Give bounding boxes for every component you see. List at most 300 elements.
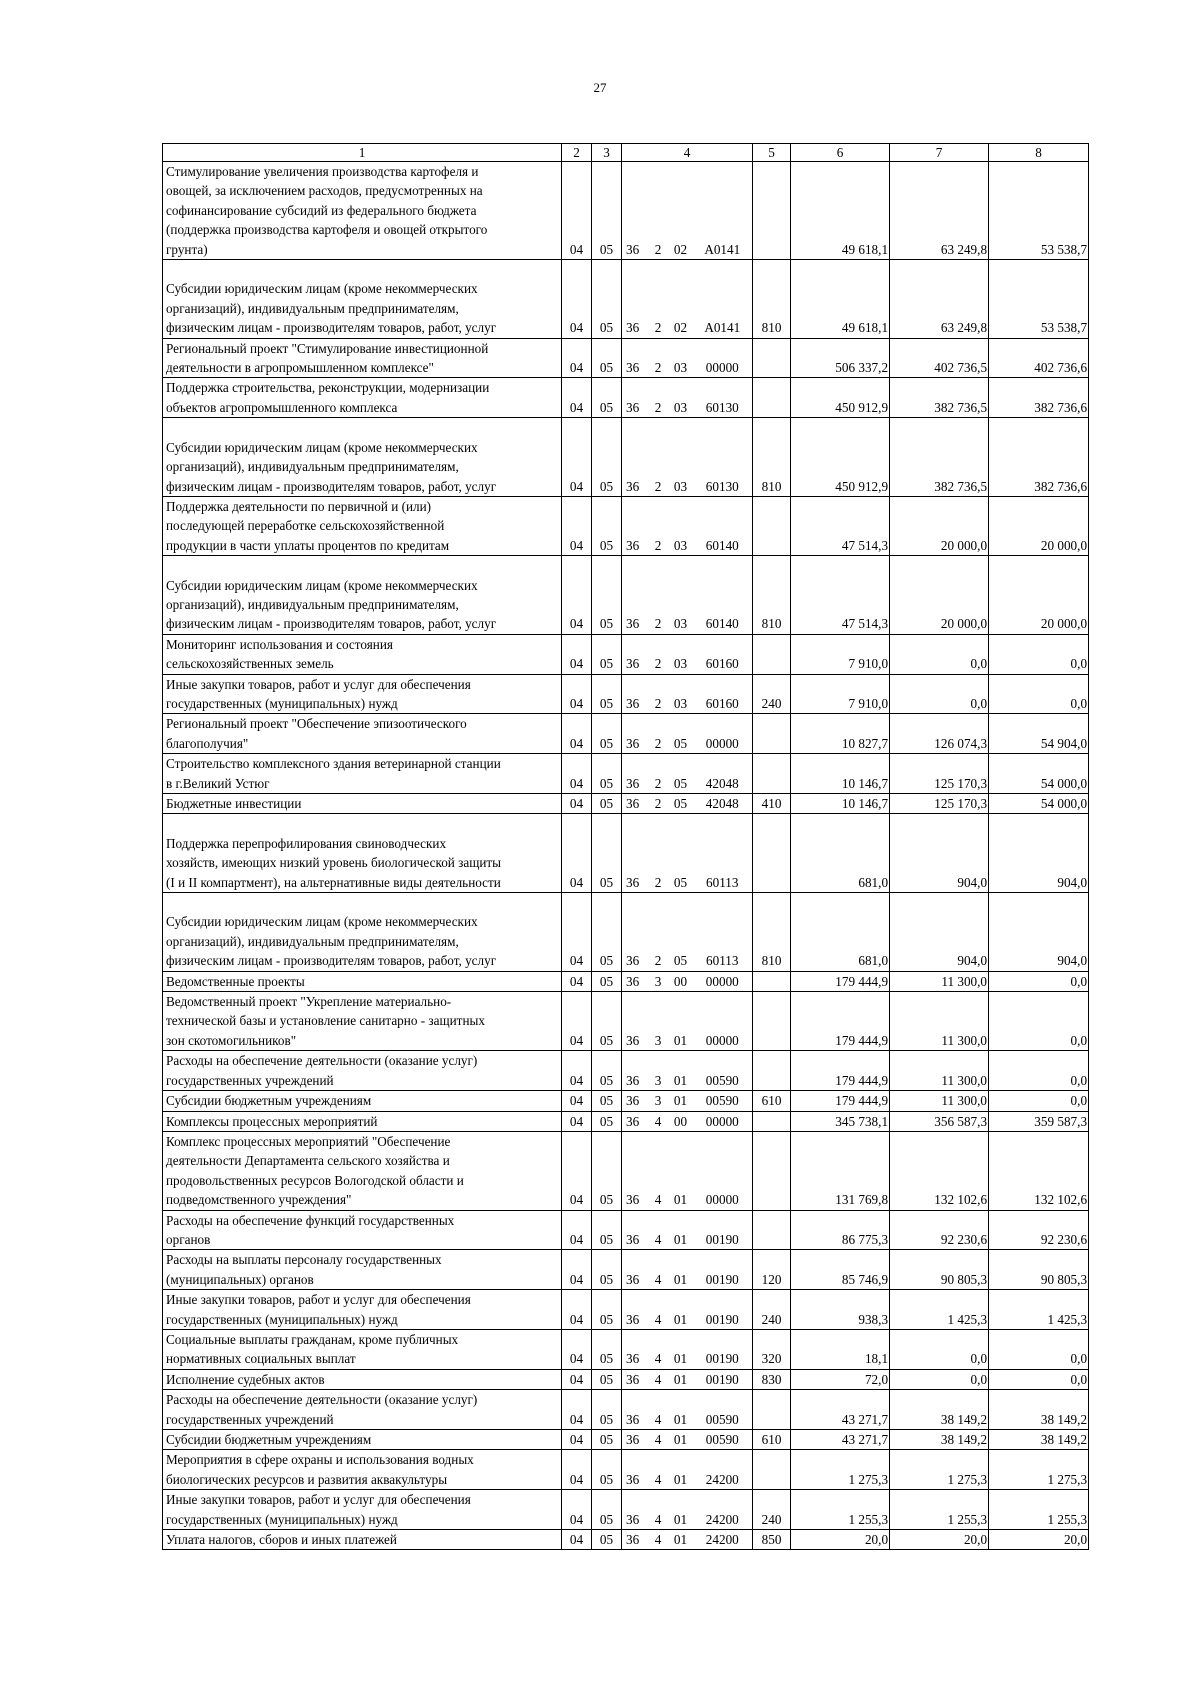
col6-amount-cell: 179 444,9	[791, 1051, 890, 1091]
row-name-cell	[163, 1329, 562, 1369]
col5-cell: 850	[753, 1530, 791, 1550]
col4-direction-cell: 00000	[693, 971, 753, 991]
col7-amount-cell: 63 249,8	[890, 162, 989, 260]
col2-cell: 04	[562, 1450, 592, 1490]
col7-amount-cell: 11 300,0	[890, 1051, 989, 1091]
col5-cell: 810	[753, 418, 791, 497]
row-name-cell	[163, 418, 562, 497]
row-name-line: Иные закупки товаров, работ и услуг для обеспечения	[166, 1492, 471, 1508]
col4-structure-cell: 01	[669, 1329, 693, 1369]
col3-cell: 05	[592, 556, 622, 635]
row-name-line: подведомственного учреждения"	[166, 1192, 352, 1208]
col4-structure-cell: 01	[669, 1210, 693, 1250]
col3-cell: 05	[592, 1530, 622, 1550]
col6-amount-cell: 7 910,0	[791, 674, 890, 714]
col8-amount-cell: 53 538,7	[989, 162, 1089, 260]
col2-cell: 04	[562, 260, 592, 339]
col5-cell: 810	[753, 260, 791, 339]
col5-cell	[753, 971, 791, 991]
row-name-line: грунта)	[166, 241, 208, 257]
col7-amount-cell: 0,0	[890, 634, 989, 674]
col8-amount-cell: 0,0	[989, 1091, 1089, 1111]
table-row	[163, 814, 1089, 893]
row-name-line: зон скотомогильников"	[166, 1032, 297, 1048]
col4-structure-cell: 01	[669, 1290, 693, 1330]
col7-amount-cell: 382 736,5	[890, 418, 989, 497]
col5-cell	[753, 1111, 791, 1131]
col7-amount-cell: 92 230,6	[890, 1210, 989, 1250]
col8-amount-cell: 20 000,0	[989, 496, 1089, 555]
row-name-line: (поддержка производства картофеля и овощей открытого	[166, 222, 488, 238]
row-name-line: продовольственных ресурсов Вологодской области и	[166, 1172, 464, 1188]
col2-cell: 04	[562, 1290, 592, 1330]
row-name-cell	[163, 992, 562, 1051]
col2-cell: 04	[562, 1131, 592, 1210]
table-row	[163, 496, 1089, 555]
row-name-cell	[163, 1210, 562, 1250]
col2-cell: 04	[562, 378, 592, 418]
col7-amount-cell: 90 805,3	[890, 1250, 989, 1290]
row-name-line: физическим лицам - производителям товаров, работ, услуг	[166, 478, 497, 494]
col3-cell: 05	[592, 1131, 622, 1210]
col7-amount-cell: 38 149,2	[890, 1390, 989, 1430]
col4-structure-cell: 05	[669, 754, 693, 794]
col3-cell: 05	[592, 794, 622, 814]
col4-type-cell: 2	[648, 794, 669, 814]
col4-type-cell: 4	[648, 1290, 669, 1330]
table-row	[163, 1250, 1089, 1290]
col7-amount-cell: 11 300,0	[890, 1091, 989, 1111]
col3-cell: 05	[592, 1250, 622, 1290]
col3-cell: 05	[592, 1430, 622, 1450]
table-row	[163, 1210, 1089, 1250]
row-name-cell	[163, 971, 562, 991]
col4-program-cell: 36	[622, 1250, 648, 1290]
row-name-line: физическим лицам - производителям товаров, работ, услуг	[166, 953, 497, 969]
col8-amount-cell: 904,0	[989, 893, 1089, 972]
col4-program-cell: 36	[622, 1111, 648, 1131]
col2-cell: 04	[562, 674, 592, 714]
row-name-line: Ведомственный проект "Укрепление материально-	[166, 994, 452, 1010]
col7-amount-cell: 132 102,6	[890, 1131, 989, 1210]
row-name-line: организаций), индивидуальным предпринимателям,	[166, 596, 459, 612]
col3-cell: 05	[592, 1450, 622, 1490]
col4-type-cell: 2	[648, 814, 669, 893]
col4-program-cell: 36	[622, 1131, 648, 1210]
col6-amount-cell: 86 775,3	[791, 1210, 890, 1250]
row-name-line: организаций), индивидуальным предпринимателям,	[166, 300, 459, 316]
col3-cell: 05	[592, 754, 622, 794]
col4-structure-cell: 05	[669, 794, 693, 814]
row-name-cell	[163, 1051, 562, 1091]
col3-cell: 05	[592, 1091, 622, 1111]
table-row	[163, 971, 1089, 991]
row-name-line: Расходы на выплаты персоналу государственных	[166, 1252, 442, 1268]
row-name-line: Комплексы процессных мероприятий	[166, 1113, 378, 1129]
col2-cell: 04	[562, 1329, 592, 1369]
row-name-cell	[163, 1111, 562, 1131]
col3-cell: 05	[592, 814, 622, 893]
col7-amount-cell: 125 170,3	[890, 754, 989, 794]
col4-type-cell: 4	[648, 1111, 669, 1131]
row-name-line: государственных (муниципальных) нужд	[166, 1511, 398, 1527]
col4-direction-cell: 00190	[693, 1329, 753, 1369]
col8-amount-cell: 0,0	[989, 1329, 1089, 1369]
col6-amount-cell: 131 769,8	[791, 1131, 890, 1210]
col4-program-cell: 36	[622, 1091, 648, 1111]
col2-cell: 04	[562, 893, 592, 972]
col4-program-cell: 36	[622, 634, 648, 674]
col4-type-cell: 4	[648, 1369, 669, 1389]
col4-program-cell: 36	[622, 260, 648, 339]
col6-amount-cell: 43 271,7	[791, 1430, 890, 1450]
col4-type-cell: 3	[648, 971, 669, 991]
table-row	[163, 1490, 1089, 1530]
col4-type-cell: 3	[648, 992, 669, 1051]
table-row	[163, 893, 1089, 972]
col5-cell	[753, 992, 791, 1051]
row-name-cell	[163, 714, 562, 754]
col5-cell	[753, 1210, 791, 1250]
col4-type-cell: 2	[648, 556, 669, 635]
row-name-line: Субсидии бюджетным учреждениям	[166, 1093, 372, 1109]
col6-amount-cell: 10 146,7	[791, 754, 890, 794]
row-name-line: государственных учреждений	[166, 1411, 334, 1427]
row-name-line: физическим лицам - производителям товаров, работ, услуг	[166, 616, 497, 632]
col3-cell: 05	[592, 1290, 622, 1330]
col5-cell: 810	[753, 556, 791, 635]
col4-direction-cell: 00190	[693, 1290, 753, 1330]
col7-amount-cell: 0,0	[890, 1329, 989, 1369]
col4-direction-cell: 60140	[693, 496, 753, 555]
col4-direction-cell: 60113	[693, 814, 753, 893]
table-row	[163, 1450, 1089, 1490]
col2-cell: 04	[562, 814, 592, 893]
col4-type-cell: 2	[648, 418, 669, 497]
col4-type-cell: 2	[648, 893, 669, 972]
col8-amount-cell: 904,0	[989, 814, 1089, 893]
table-row	[163, 1390, 1089, 1430]
header-cell: 3	[592, 144, 622, 162]
col3-cell: 05	[592, 1051, 622, 1091]
row-name-line: Региональный проект "Стимулирование инвестиционной	[166, 340, 489, 356]
col3-cell: 05	[592, 1490, 622, 1530]
col8-amount-cell: 54 000,0	[989, 754, 1089, 794]
col4-structure-cell: 05	[669, 893, 693, 972]
col3-cell: 05	[592, 1210, 622, 1250]
row-name-cell	[163, 794, 562, 814]
row-name-line	[166, 260, 558, 279]
col2-cell: 04	[562, 496, 592, 555]
row-name-cell	[163, 1290, 562, 1330]
col4-type-cell: 2	[648, 754, 669, 794]
table-row	[163, 674, 1089, 714]
row-name-line: деятельности Департамента сельского хозяйства и	[166, 1153, 450, 1169]
row-name-line: Субсидии юридическим лицам (кроме некоммерческих	[166, 281, 478, 297]
row-name-line: Мониторинг использования и состояния	[166, 636, 393, 652]
col6-amount-cell: 47 514,3	[791, 496, 890, 555]
col4-program-cell: 36	[622, 1329, 648, 1369]
col4-type-cell: 2	[648, 714, 669, 754]
col7-amount-cell: 20 000,0	[890, 556, 989, 635]
row-name-cell	[163, 260, 562, 339]
col3-cell: 05	[592, 992, 622, 1051]
row-name-line: органов	[166, 1231, 211, 1247]
budget-table	[162, 143, 1089, 1550]
col4-direction-cell: A0141	[693, 162, 753, 260]
col5-cell: 240	[753, 674, 791, 714]
col8-amount-cell: 0,0	[989, 992, 1089, 1051]
table-row	[163, 1131, 1089, 1210]
col4-program-cell: 36	[622, 1450, 648, 1490]
col7-amount-cell: 1 255,3	[890, 1490, 989, 1530]
col4-direction-cell: 00000	[693, 714, 753, 754]
col2-cell: 04	[562, 1091, 592, 1111]
col4-program-cell: 36	[622, 1210, 648, 1250]
col4-direction-cell: 00000	[693, 1131, 753, 1210]
row-name-cell	[163, 496, 562, 555]
col4-structure-cell: 01	[669, 1091, 693, 1111]
table-row	[163, 714, 1089, 754]
table-row	[163, 1111, 1089, 1131]
col4-direction-cell: 00190	[693, 1210, 753, 1250]
col8-amount-cell: 0,0	[989, 1369, 1089, 1389]
col3-cell: 05	[592, 714, 622, 754]
col3-cell: 05	[592, 1369, 622, 1389]
col4-program-cell: 36	[622, 794, 648, 814]
row-name-cell	[163, 1450, 562, 1490]
col2-cell: 04	[562, 714, 592, 754]
col6-amount-cell: 179 444,9	[791, 1091, 890, 1111]
col4-structure-cell: 01	[669, 1250, 693, 1290]
table-row	[163, 1530, 1089, 1550]
row-name-cell	[163, 814, 562, 893]
col4-structure-cell: 03	[669, 378, 693, 418]
col4-structure-cell: 03	[669, 418, 693, 497]
row-name-line	[166, 418, 558, 437]
col6-amount-cell: 72,0	[791, 1369, 890, 1389]
col4-type-cell: 4	[648, 1390, 669, 1430]
table-row	[163, 162, 1089, 260]
row-name-line: Региональный проект "Обеспечение эпизоотического	[166, 716, 467, 732]
col8-amount-cell: 92 230,6	[989, 1210, 1089, 1250]
col5-cell: 240	[753, 1290, 791, 1330]
col6-amount-cell: 1 275,3	[791, 1450, 890, 1490]
col4-type-cell: 4	[648, 1131, 669, 1210]
row-name-line	[166, 556, 558, 575]
col5-cell	[753, 634, 791, 674]
col4-program-cell: 36	[622, 1390, 648, 1430]
table-row	[163, 634, 1089, 674]
table-row	[163, 556, 1089, 635]
col4-structure-cell: 01	[669, 1490, 693, 1530]
header-cell: 7	[890, 144, 989, 162]
col3-cell: 05	[592, 893, 622, 972]
col4-type-cell: 4	[648, 1490, 669, 1530]
row-name-line: физическим лицам - производителям товаров, работ, услуг	[166, 320, 497, 336]
row-name-cell	[163, 754, 562, 794]
row-name-line: Комплекс процессных мероприятий "Обеспечение	[166, 1133, 451, 1149]
row-name-line: (муниципальных) органов	[166, 1271, 314, 1287]
col5-cell	[753, 714, 791, 754]
col6-amount-cell: 85 746,9	[791, 1250, 890, 1290]
col2-cell: 04	[562, 418, 592, 497]
col4-program-cell: 36	[622, 674, 648, 714]
col2-cell: 04	[562, 556, 592, 635]
col6-amount-cell: 938,3	[791, 1290, 890, 1330]
col2-cell: 04	[562, 992, 592, 1051]
col4-type-cell: 4	[648, 1450, 669, 1490]
col2-cell: 04	[562, 1250, 592, 1290]
col5-cell: 610	[753, 1091, 791, 1111]
col8-amount-cell: 53 538,7	[989, 260, 1089, 339]
col5-cell	[753, 338, 791, 378]
row-name-line: Ведомственные проекты	[166, 973, 305, 989]
col5-cell: 610	[753, 1430, 791, 1450]
col4-program-cell: 36	[622, 754, 648, 794]
col6-amount-cell: 450 912,9	[791, 378, 890, 418]
col3-cell: 05	[592, 674, 622, 714]
col2-cell: 04	[562, 1430, 592, 1450]
row-name-line: Бюджетные инвестиции	[166, 796, 302, 811]
table-row	[163, 1091, 1089, 1111]
col3-cell: 05	[592, 418, 622, 497]
col5-cell	[753, 1450, 791, 1490]
col5-cell: 830	[753, 1369, 791, 1389]
row-name-line: Поддержка строительства, реконструкции, модернизации	[166, 380, 490, 396]
col4-direction-cell: 42048	[693, 754, 753, 794]
col4-program-cell: 36	[622, 992, 648, 1051]
col4-program-cell: 36	[622, 1369, 648, 1389]
col5-cell	[753, 754, 791, 794]
col6-amount-cell: 7 910,0	[791, 634, 890, 674]
col4-type-cell: 4	[648, 1329, 669, 1369]
table-row	[163, 1051, 1089, 1091]
col7-amount-cell: 904,0	[890, 893, 989, 972]
col4-direction-cell: 00000	[693, 992, 753, 1051]
col4-direction-cell: 00590	[693, 1390, 753, 1430]
col4-structure-cell: 01	[669, 1369, 693, 1389]
row-name-line: организаций), индивидуальным предпринимателям,	[166, 933, 459, 949]
table-body	[163, 162, 1089, 1550]
row-name-cell	[163, 1369, 562, 1389]
col4-structure-cell: 03	[669, 674, 693, 714]
col3-cell: 05	[592, 634, 622, 674]
row-name-cell	[163, 1131, 562, 1210]
col4-program-cell: 36	[622, 814, 648, 893]
table-row	[163, 754, 1089, 794]
col2-cell: 04	[562, 794, 592, 814]
col4-type-cell: 4	[648, 1530, 669, 1550]
table-row	[163, 1369, 1089, 1389]
col4-type-cell: 4	[648, 1210, 669, 1250]
col3-cell: 05	[592, 1329, 622, 1369]
col6-amount-cell: 10 146,7	[791, 794, 890, 814]
col6-amount-cell: 179 444,9	[791, 992, 890, 1051]
col4-structure-cell: 01	[669, 1051, 693, 1091]
col4-type-cell: 3	[648, 1051, 669, 1091]
col3-cell: 05	[592, 260, 622, 339]
col5-cell	[753, 1051, 791, 1091]
col4-direction-cell: 00190	[693, 1369, 753, 1389]
col4-direction-cell: 60113	[693, 893, 753, 972]
row-name-line: продукции в части уплаты процентов по кредитам	[166, 537, 450, 553]
row-name-cell	[163, 338, 562, 378]
col2-cell: 04	[562, 1490, 592, 1530]
col4-direction-cell: 24200	[693, 1530, 753, 1550]
col4-structure-cell: 03	[669, 556, 693, 635]
col7-amount-cell: 1 425,3	[890, 1290, 989, 1330]
col8-amount-cell: 382 736,6	[989, 418, 1089, 497]
row-name-cell	[163, 162, 562, 260]
col7-amount-cell: 402 736,5	[890, 338, 989, 378]
col7-amount-cell: 11 300,0	[890, 971, 989, 991]
col7-amount-cell: 63 249,8	[890, 260, 989, 339]
row-name-cell	[163, 1430, 562, 1450]
page-number: 27	[593, 80, 607, 95]
row-name-line: в г.Великий Устюг	[166, 775, 270, 791]
col8-amount-cell: 132 102,6	[989, 1131, 1089, 1210]
col7-amount-cell: 20,0	[890, 1530, 989, 1550]
col5-cell: 410	[753, 794, 791, 814]
row-name-line: последующей переработке сельскохозяйственной	[166, 518, 445, 534]
col5-cell	[753, 378, 791, 418]
col7-amount-cell: 382 736,5	[890, 378, 989, 418]
col4-program-cell: 36	[622, 496, 648, 555]
col4-type-cell: 2	[648, 338, 669, 378]
row-name-line: Расходы на обеспечение деятельности (оказание услуг)	[166, 1392, 478, 1408]
table-row	[163, 1329, 1089, 1369]
col6-amount-cell: 18,1	[791, 1329, 890, 1369]
col4-structure-cell: 05	[669, 814, 693, 893]
col2-cell: 04	[562, 1530, 592, 1550]
col4-type-cell: 4	[648, 1250, 669, 1290]
header-cell: 8	[989, 144, 1089, 162]
col4-structure-cell: 00	[669, 971, 693, 991]
col4-direction-cell: 24200	[693, 1450, 753, 1490]
col8-amount-cell: 20,0	[989, 1530, 1089, 1550]
col4-program-cell: 36	[622, 378, 648, 418]
col6-amount-cell: 43 271,7	[791, 1390, 890, 1430]
col6-amount-cell: 47 514,3	[791, 556, 890, 635]
col8-amount-cell: 0,0	[989, 674, 1089, 714]
row-name-cell	[163, 1091, 562, 1111]
row-name-cell	[163, 1490, 562, 1530]
col4-structure-cell: 00	[669, 1111, 693, 1131]
col4-direction-cell: 60130	[693, 378, 753, 418]
col4-type-cell: 2	[648, 162, 669, 260]
col4-type-cell: 2	[648, 260, 669, 339]
col2-cell: 04	[562, 1369, 592, 1389]
col4-direction-cell: 00190	[693, 1250, 753, 1290]
col4-program-cell: 36	[622, 714, 648, 754]
col3-cell: 05	[592, 971, 622, 991]
col4-direction-cell: 60130	[693, 418, 753, 497]
col5-cell	[753, 814, 791, 893]
col5-cell	[753, 1390, 791, 1430]
col4-structure-cell: 01	[669, 992, 693, 1051]
col7-amount-cell: 0,0	[890, 1369, 989, 1389]
row-name-line: Субсидии бюджетным учреждениям	[166, 1432, 372, 1447]
col7-amount-cell: 356 587,3	[890, 1111, 989, 1131]
col4-type-cell: 2	[648, 674, 669, 714]
col4-type-cell: 2	[648, 634, 669, 674]
col4-structure-cell: 02	[669, 260, 693, 339]
col4-program-cell: 36	[622, 418, 648, 497]
col8-amount-cell: 402 736,6	[989, 338, 1089, 378]
col3-cell: 05	[592, 378, 622, 418]
col4-type-cell: 2	[648, 496, 669, 555]
